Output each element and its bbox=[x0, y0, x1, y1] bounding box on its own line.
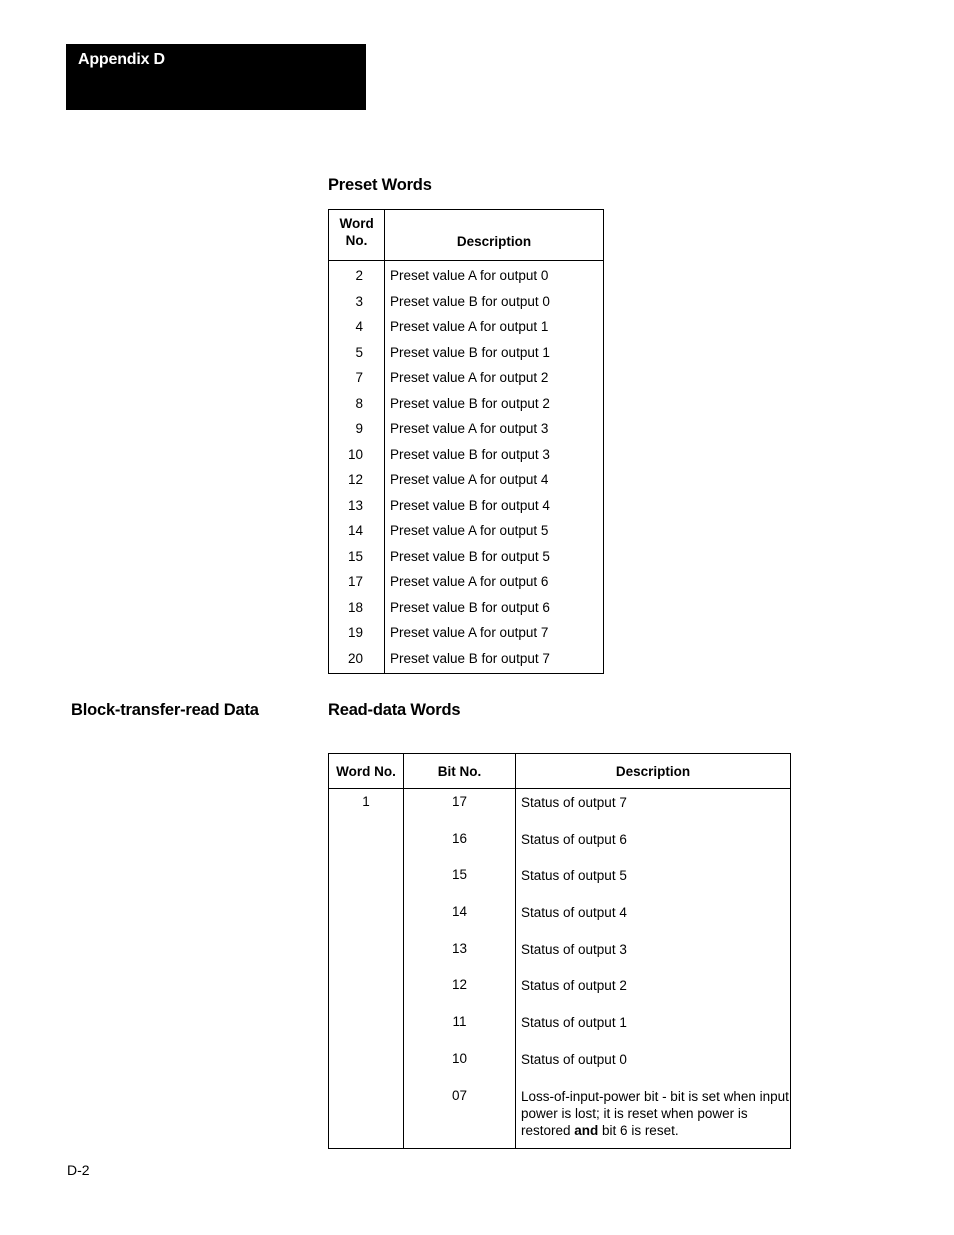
bit-no-cell: 13 bbox=[404, 936, 516, 973]
table-header-row bbox=[329, 754, 791, 789]
table-row bbox=[329, 899, 791, 936]
word-no-cell: 20 bbox=[329, 646, 385, 674]
word-no-cell: 17 bbox=[329, 569, 385, 595]
word-no-cell bbox=[329, 899, 404, 936]
description-cell: Preset value A for output 5 bbox=[390, 523, 549, 538]
word-no-cell bbox=[329, 826, 404, 863]
description-cell: Status of output 1 bbox=[521, 1015, 627, 1031]
table-row bbox=[329, 789, 791, 826]
table-row bbox=[329, 518, 604, 544]
table-row bbox=[329, 416, 604, 442]
description-cell bbox=[516, 1083, 791, 1149]
block-transfer-read-heading: Block-transfer-read Data bbox=[71, 701, 259, 719]
description-cell: Preset value B for output 2 bbox=[390, 395, 550, 411]
word-no-cell: 4 bbox=[329, 314, 385, 340]
bit-no-cell: 16 bbox=[404, 826, 516, 863]
description-text-end: bit 6 is reset. bbox=[598, 1122, 679, 1138]
description-text: Loss-of-input-power bit - bit is set when input power is lost; it is reset when power is restored bbox=[521, 1088, 789, 1138]
column-header-word-no bbox=[329, 210, 385, 261]
description-cell: Status of output 2 bbox=[521, 978, 627, 994]
read-data-words-table bbox=[328, 753, 791, 1149]
description-cell: Status of output 4 bbox=[521, 905, 627, 921]
word-no-cell: 15 bbox=[329, 544, 385, 570]
description-cell: Preset value B for output 0 bbox=[390, 293, 550, 309]
bit-no-cell: 15 bbox=[404, 862, 516, 899]
table-row bbox=[329, 646, 604, 674]
description-cell: Preset value B for output 4 bbox=[390, 497, 550, 513]
table-row bbox=[329, 467, 604, 493]
table-row bbox=[329, 620, 604, 646]
table-row bbox=[329, 1046, 791, 1083]
word-no-cell bbox=[329, 936, 404, 973]
word-no-cell: 12 bbox=[329, 467, 385, 493]
word-no-cell: 7 bbox=[329, 365, 385, 391]
word-no-cell: 14 bbox=[329, 518, 385, 544]
description-cell: Status of output 6 bbox=[521, 831, 627, 847]
bit-no-cell: 12 bbox=[404, 972, 516, 1009]
description-bold-text: and bbox=[574, 1122, 599, 1138]
table-row bbox=[329, 936, 791, 973]
column-header-bit-no: Bit No. bbox=[404, 754, 516, 789]
description-cell: Preset value B for output 3 bbox=[390, 446, 550, 462]
table-row bbox=[329, 972, 791, 1009]
description-cell: Status of output 7 bbox=[521, 795, 627, 810]
word-no-cell bbox=[329, 1083, 404, 1149]
word-no-cell bbox=[329, 1046, 404, 1083]
description-cell: Preset value B for output 1 bbox=[390, 344, 550, 360]
description-cell: Status of output 5 bbox=[521, 868, 627, 884]
table-row bbox=[329, 391, 604, 417]
table-row bbox=[329, 862, 791, 899]
table-row bbox=[329, 826, 791, 863]
page-number: D-2 bbox=[67, 1162, 90, 1178]
word-no-cell: 10 bbox=[329, 442, 385, 468]
bit-no-cell: 17 bbox=[404, 789, 516, 826]
description-cell: Preset value A for output 7 bbox=[390, 625, 549, 640]
table-row bbox=[329, 493, 604, 519]
description-cell: Status of output 0 bbox=[521, 1051, 627, 1067]
word-no-cell bbox=[329, 1009, 404, 1046]
word-no-cell: 2 bbox=[329, 261, 385, 289]
table-row bbox=[329, 261, 604, 289]
bit-no-cell: 14 bbox=[404, 899, 516, 936]
description-cell: Preset value B for output 7 bbox=[390, 650, 550, 666]
table-row bbox=[329, 544, 604, 570]
table-header-row bbox=[329, 210, 604, 261]
description-cell: Preset value A for output 1 bbox=[390, 319, 549, 334]
table-row bbox=[329, 340, 604, 366]
table-row bbox=[329, 289, 604, 315]
read-data-words-heading: Read-data Words bbox=[328, 701, 461, 719]
word-no-cell: 18 bbox=[329, 595, 385, 621]
word-no-cell: 5 bbox=[329, 340, 385, 366]
bit-no-cell: 07 bbox=[404, 1083, 516, 1149]
description-cell: Preset value A for output 6 bbox=[390, 574, 549, 589]
description-cell: Preset value A for output 4 bbox=[390, 472, 549, 487]
appendix-header-block bbox=[66, 44, 366, 110]
column-header-description: Description bbox=[516, 754, 791, 789]
word-no-cell: 3 bbox=[329, 289, 385, 315]
table-row bbox=[329, 1009, 791, 1046]
description-cell: Preset value B for output 5 bbox=[390, 548, 550, 564]
word-no-cell: 19 bbox=[329, 620, 385, 646]
word-no-cell: 13 bbox=[329, 493, 385, 519]
table-row bbox=[329, 569, 604, 595]
column-header-word-no: Word No. bbox=[329, 754, 404, 789]
preset-words-heading: Preset Words bbox=[328, 176, 432, 194]
description-cell: Preset value A for output 0 bbox=[390, 268, 549, 283]
table-row bbox=[329, 1083, 791, 1149]
table-row bbox=[329, 442, 604, 468]
description-cell: Preset value A for output 3 bbox=[390, 421, 549, 436]
description-cell: Preset value B for output 6 bbox=[390, 599, 550, 615]
word-no-cell: 8 bbox=[329, 391, 385, 417]
word-no-cell bbox=[329, 862, 404, 899]
word-no-header-label: Word No. bbox=[339, 216, 374, 248]
description-cell: Status of output 3 bbox=[521, 941, 627, 957]
table-row bbox=[329, 365, 604, 391]
word-no-cell: 9 bbox=[329, 416, 385, 442]
table-row bbox=[329, 595, 604, 621]
word-no-cell bbox=[329, 972, 404, 1009]
column-header-description: Description bbox=[385, 210, 604, 261]
preset-words-table bbox=[328, 209, 604, 674]
table-row bbox=[329, 314, 604, 340]
word-no-cell: 1 bbox=[329, 789, 404, 826]
bit-no-cell: 11 bbox=[404, 1009, 516, 1046]
description-cell: Preset value A for output 2 bbox=[390, 370, 549, 385]
bit-no-cell: 10 bbox=[404, 1046, 516, 1083]
appendix-title: Appendix D bbox=[78, 51, 165, 68]
